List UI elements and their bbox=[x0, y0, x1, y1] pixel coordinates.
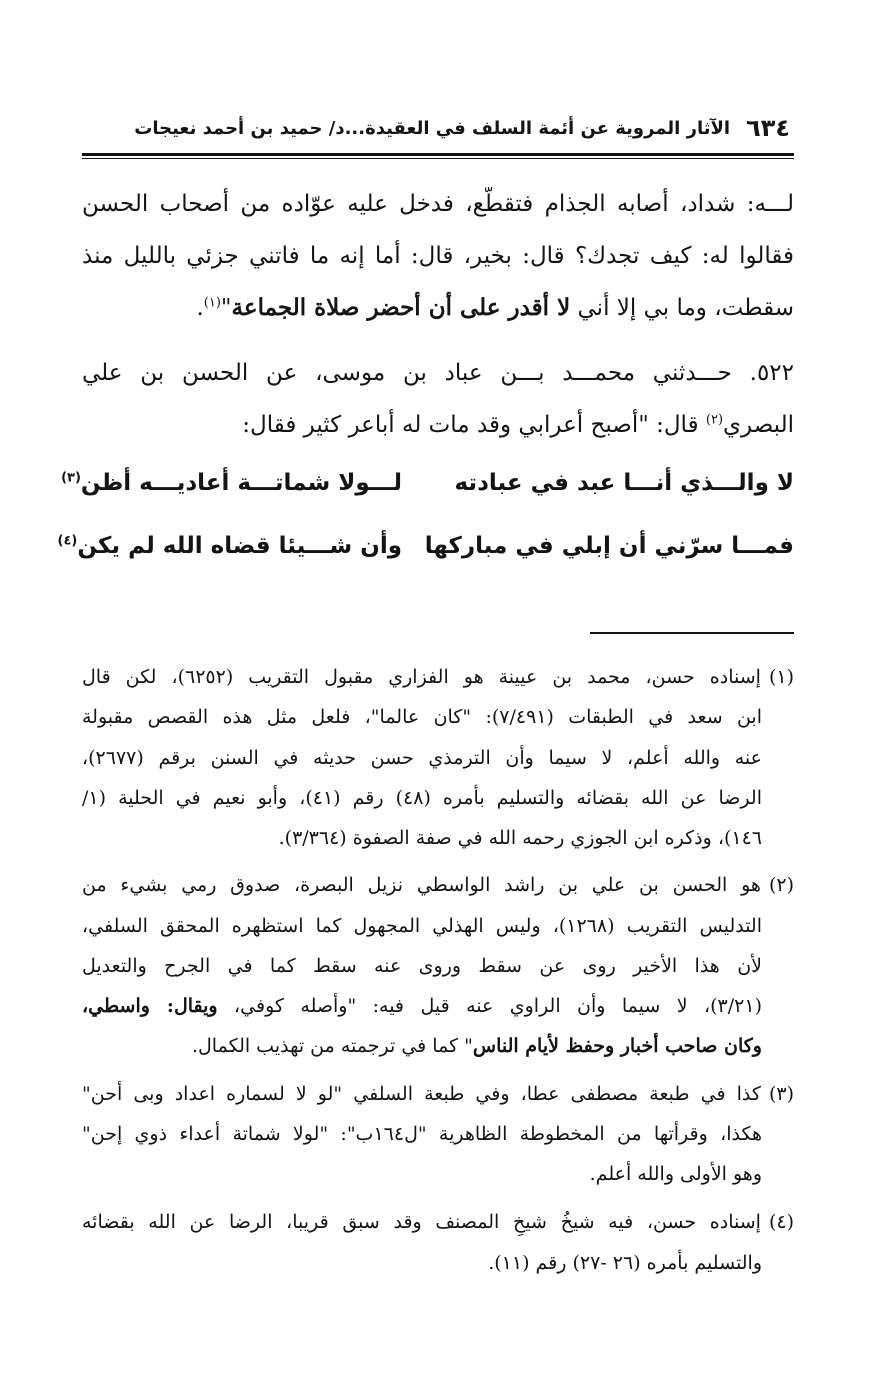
footnote-2-text-4: (٣/٢١)، لا سيما وأن الراوي عنه قيل فيه: "وأصله كوفي، bbox=[217, 995, 762, 1017]
footnote-4-line-2: والتسليم بأمره (٢٦ -٢٧) رقم (١١). bbox=[488, 1252, 762, 1274]
footnote-3-number: (٣) bbox=[768, 1083, 794, 1105]
footnote-2-text-4-bold: ويقال: واسطي، bbox=[82, 995, 218, 1017]
body-line-5-b: قال: "أصبح أعرابي وقد مات له أباعر كثير فقال: bbox=[242, 412, 706, 438]
footnote-2-text-1: هو الحسن بن علي بن راشد الواسطي نزيل البصرة، صدوق رمي بشيء من bbox=[82, 874, 761, 896]
body-line-2: فقالوا له: كيف تجدك؟ قال: بخير، قال: أما إنه ما فاتني جزئي بالليل منذ bbox=[82, 243, 794, 269]
footnote-3-line-3: وهو الأولى والله أعلم. bbox=[589, 1163, 762, 1185]
footnote-2-number: (٢) bbox=[768, 874, 794, 896]
footnote-ref-1: (١) bbox=[203, 295, 221, 311]
footnote-2-line-2: التدليس التقريب (١٢٦٨)، وليس الهذلي المجهول كما استظهره المحقق السلفي، bbox=[82, 915, 762, 937]
poem-verse-1-second-text: لـــولا شماتـــة أعاديـــه أظن bbox=[80, 470, 402, 496]
footnote-2-line-1 bbox=[82, 870, 794, 900]
body-line-3-quote: " bbox=[220, 295, 232, 321]
poem-verse-1-second-hemistich bbox=[61, 470, 402, 496]
footnote-4-number: (٤) bbox=[768, 1211, 794, 1233]
body-line-3 bbox=[82, 291, 794, 325]
running-header bbox=[134, 108, 790, 148]
footnote-2-line-5 bbox=[82, 1031, 762, 1061]
footnote-4-line-1 bbox=[82, 1207, 794, 1237]
footnote-ref-2: (٢) bbox=[705, 412, 724, 428]
header-rule-thin bbox=[82, 158, 794, 159]
footnote-3-line-2: هكذا، وقرأتها من المخطوطة الظاهرية "ل١٦٤ب": "لولا شماتة أعداء ذوي إحن" bbox=[82, 1123, 762, 1145]
footnote-1-line-5: ١٤٦)، وذكره ابن الجوزي رحمه الله في صفة الصفوة (٣/٣٦٤). bbox=[278, 827, 762, 849]
body-line-5-a: البصري bbox=[723, 412, 794, 438]
body-line-4: ٥٢٢. حـــدثني محمـــد بـــن عباد بن موسى، عن الحسن بن علي bbox=[82, 360, 794, 386]
header-rule-thick bbox=[82, 153, 794, 156]
body-line-5 bbox=[82, 408, 794, 442]
running-title: الآثار المروية عن أئمة السلف في العقيدة...د/ حميد بن أحمد نعيجات bbox=[134, 117, 731, 139]
poem-verse-2-second-hemistich bbox=[57, 533, 402, 559]
poem-verse-2 bbox=[57, 526, 794, 566]
footnote-4-text-1: إسناده حسن، فيه شيخُ شيخِ المصنف وقد سبق قريبا، الرضا عن الله بقضائه bbox=[82, 1211, 761, 1233]
footnote-separator bbox=[590, 632, 794, 634]
poem-verse-1-first-hemistich: لا والـــذي أنـــا عبد في عبادته bbox=[454, 470, 794, 496]
body-line-3-bold: لا أقدر على أن أحضر صلاة الجماعة bbox=[231, 294, 571, 321]
footnote-2-text-5: " كما في ترجمته من تهذيب الكمال. bbox=[191, 1035, 473, 1057]
footnote-3-line-1 bbox=[82, 1079, 794, 1109]
poem-verse-2-second-text: وأن شـــيئا قضاه الله لم يكن bbox=[77, 533, 402, 559]
footnote-3-text-1: كذا في طبعة مصطفى عطا، وفي طبعة السلفي "لو لا لسماره اعداد وبى أحن" bbox=[82, 1083, 761, 1105]
poem-verse-2-first-hemistich: فمـــا سرّني أن إبلي في مباركها bbox=[424, 533, 794, 559]
footnote-1-number: (١) bbox=[768, 666, 794, 688]
footnote-ref-4: (٤) bbox=[57, 533, 78, 549]
footnote-2-line-4 bbox=[82, 991, 762, 1021]
poem-verse-1 bbox=[61, 463, 794, 503]
footnote-1-line-1 bbox=[82, 662, 794, 692]
footnote-1-line-3: عنه والله أعلم، لا سيما وأن الترمذي حسن حديثه في السنن برقم (٢٦٧٧)، bbox=[82, 747, 762, 769]
footnote-1-text-1: إسناده حسن، محمد بن عيينة هو الفزاري مقبول التقريب (٦٢٥٢)، لكن قال bbox=[82, 666, 761, 688]
page-number: ٦٣٤ bbox=[746, 114, 790, 142]
body-line-1: لـــه: شداد، أصابه الجذام فتقطّع، فدخل عليه عوّاده من أصحاب الحسن bbox=[82, 191, 794, 217]
footnote-1-line-2: ابن سعد في الطبقات (٧/٤٩١): "كان عالما"، فلعل مثل هذه القصص مقبولة bbox=[82, 706, 762, 728]
body-line-3-text: سقطت، وما بي إلا أني bbox=[570, 295, 794, 321]
footnote-1-line-4: الرضا عن الله بقضائه والتسليم بأمره (٤٨) رقم (٤١)، وأبو نعيم في الحلية (١/ bbox=[82, 787, 762, 809]
footnote-2-line-3: لأن هذا الأخير روى عن سقط وروى عنه سقط كما في الجرح والتعديل bbox=[82, 955, 762, 977]
body-line-3-end: . bbox=[196, 295, 204, 321]
footnote-ref-3: (٣) bbox=[61, 470, 81, 486]
footnote-2-text-5-bold: وكان صاحب أخبار وحفظ لأيام الناس bbox=[472, 1035, 762, 1057]
